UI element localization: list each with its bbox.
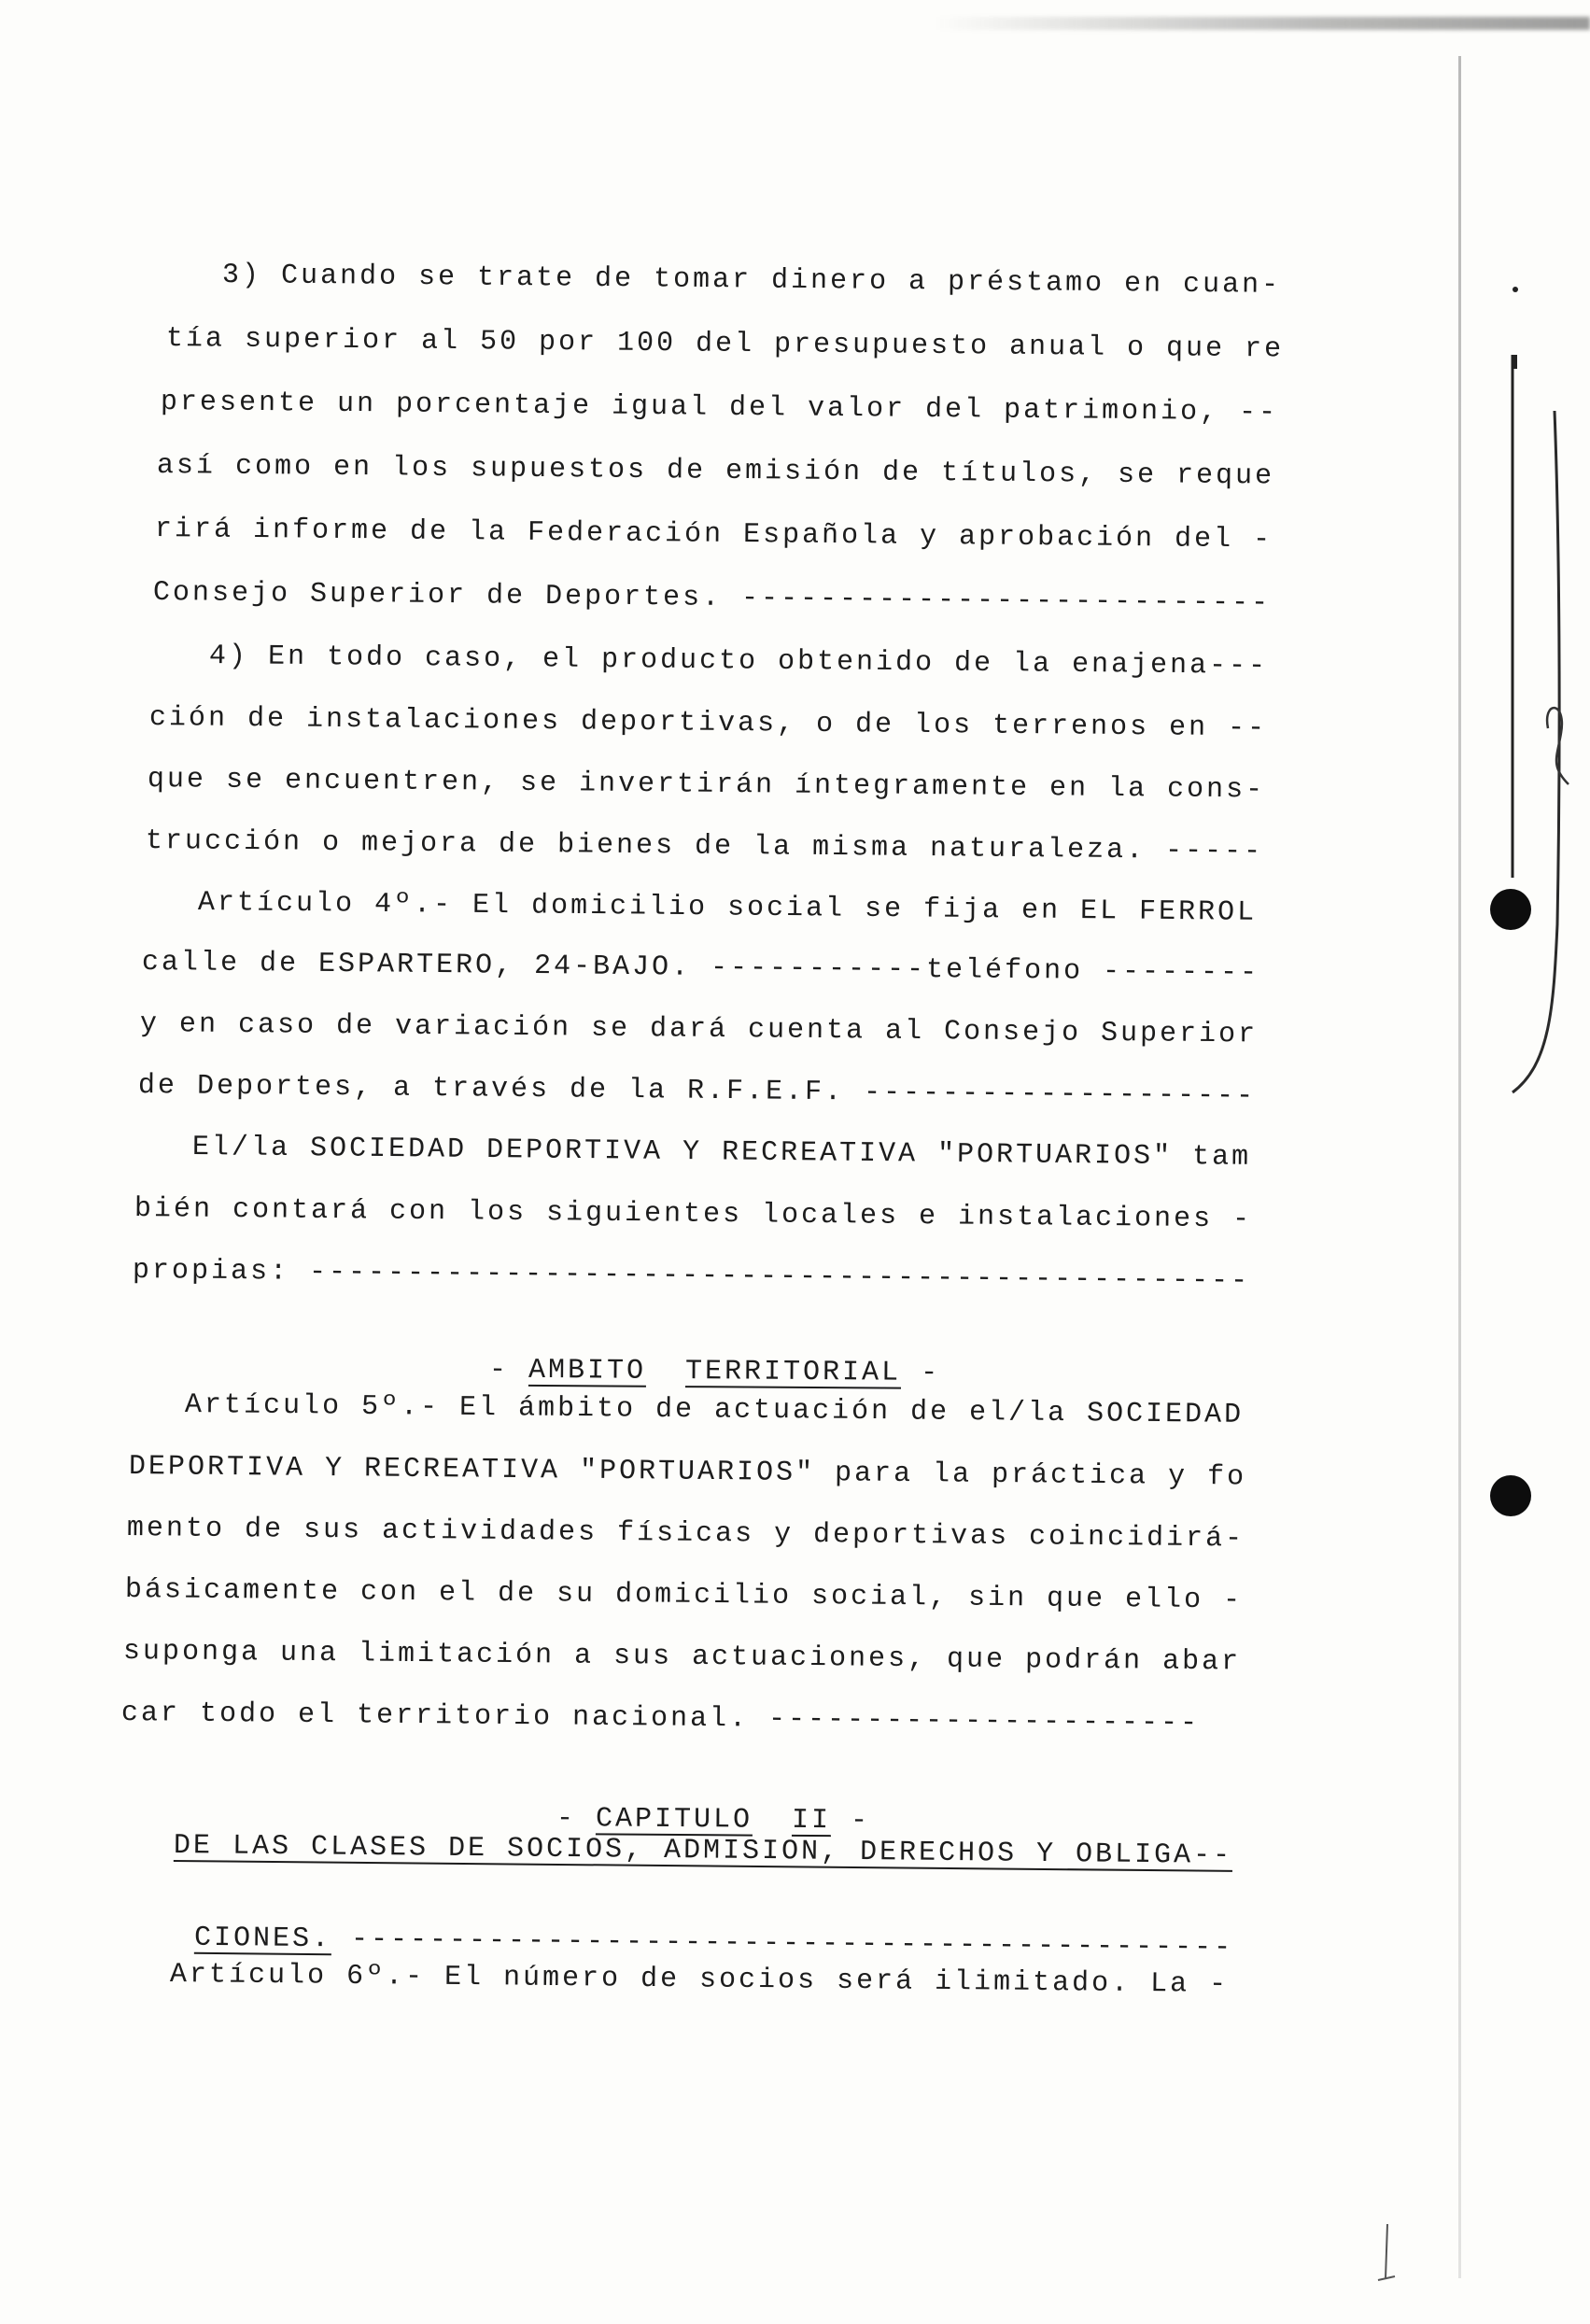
text-line-11: Artículo 4º.- El domicilio social se fija en EL FERROL <box>197 887 1258 929</box>
heading-word-territorial: TERRITORIAL <box>684 1356 902 1389</box>
text-line-8: ción de instalaciones deportivas, o de los terrenos en -- <box>148 702 1268 745</box>
heading-dash-right: - <box>830 1805 871 1838</box>
text-line-3: presente un porcentaje igual del valor del patrimonio, -- <box>160 387 1279 430</box>
text-line-18: Artículo 5º.- El ámbito de actuación de el/la SOCIEDAD <box>184 1389 1245 1431</box>
text-line-13: y en caso de variación se dará cuenta al Consejo Superior <box>139 1008 1259 1051</box>
text-line-10: trucción o mejora de bienes de la misma naturaleza. ----- <box>145 825 1264 868</box>
text-line-24: Artículo 6º.- El número de socios será ilimitado. La - <box>169 1959 1230 2001</box>
binder-hole-bottom <box>1490 1475 1531 1516</box>
heading-dash-left: - <box>488 1354 529 1387</box>
text-line-2: tía superior al 50 por 100 del presupuesto anual o que re <box>165 323 1285 366</box>
heading-word-roman-numeral: II <box>791 1804 832 1838</box>
text-line-16: bién contará con los siguientes locales e instalaciones - <box>134 1193 1253 1236</box>
text-line-23: car todo el territorio nacional. ---------------------- <box>120 1697 1201 1740</box>
text-line-1: 3) Cuando se trate de tomar dinero a préstamo en cuan- <box>221 260 1282 302</box>
text-line-7: 4) En todo caso, el producto obtenido de la enajena--- <box>208 641 1269 683</box>
text-line-12: calle de ESPARTERO, 24-BAJO. -----------teléfono -------- <box>141 947 1260 990</box>
handwritten-margin-mark <box>1456 261 1587 1102</box>
margin-scratch-mark <box>1372 2222 1400 2288</box>
heading-dash-left: - <box>556 1803 597 1836</box>
chapter-title-underlined: CIONES. <box>193 1922 332 1956</box>
text-line-14: de Deportes, a través de la R.F.E.F. -------------------- <box>137 1070 1257 1113</box>
text-line-4: así como en los supuestos de emisión de títulos, se reque <box>156 450 1275 493</box>
heading-word-ambito: AMBITO <box>528 1354 647 1387</box>
text-line-5: rirá informe de la Federación Española y aprobación del - <box>154 514 1273 556</box>
heading-word-capitulo: CAPITULO <box>595 1803 753 1837</box>
text-line-17: propias: ------------------------------------------------ <box>132 1255 1251 1298</box>
text-line-9: que se encuentren, se invertirán íntegramente en la cons- <box>147 764 1266 807</box>
text-line-22: suponga una limitación a sus actuaciones, que podrán abar <box>122 1636 1242 1679</box>
text-line-19: DEPORTIVA Y RECREATIVA "PORTUARIOS" para la práctica y fo <box>128 1451 1247 1494</box>
text-line-21: básicamente con el de su domicilio social, sin que ello - <box>124 1574 1244 1617</box>
scan-shadow <box>934 17 1590 30</box>
chapter-title-dashes: --------------------------------------------- <box>331 1923 1234 1965</box>
text-line-15: El/la SOCIEDAD DEPORTIVA Y RECREATIVA "PORTUARIOS" tam <box>191 1132 1252 1174</box>
text-line-6: Consejo Superior de Deportes. --------------------------- <box>152 577 1272 620</box>
chapter-title-line-1: DE LAS CLASES DE SOCIOS, ADMISION, DERECHOS Y OBLIGA-- <box>173 1830 1233 1872</box>
heading-dash-right: - <box>901 1357 941 1389</box>
text-line-20: mento de sus actividades físicas y deportivas coincidirá- <box>126 1513 1245 1556</box>
